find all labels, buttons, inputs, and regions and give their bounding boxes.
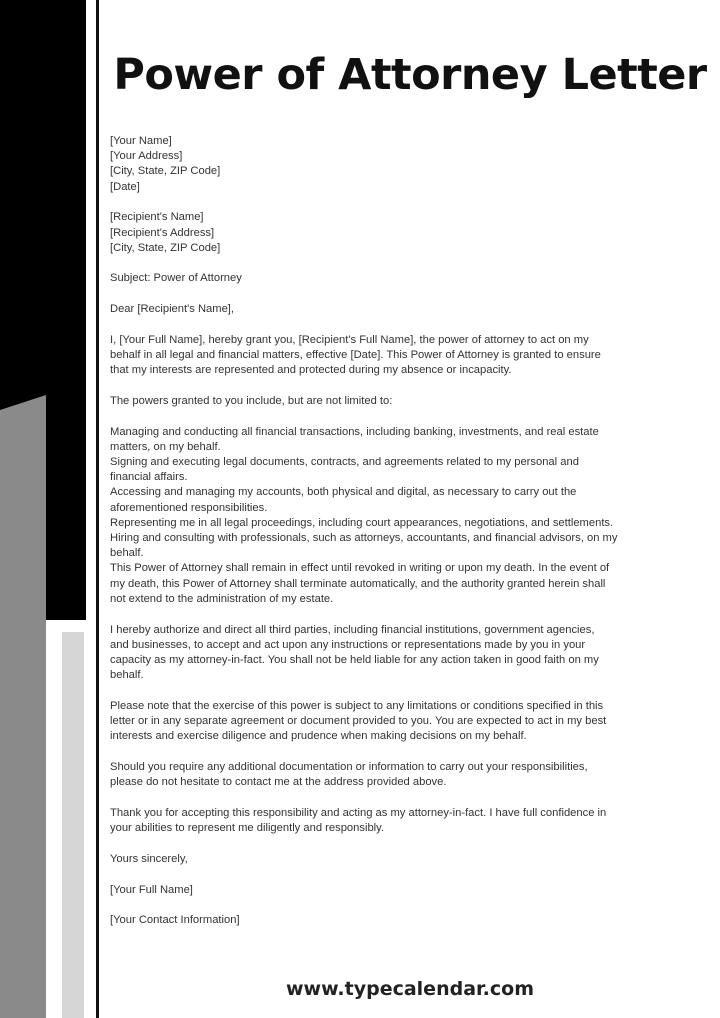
paragraph-grant xyxy=(110,333,700,379)
text-line: Representing me in all legal proceedings, including court appearances, negotiations, and settlements. xyxy=(110,516,614,529)
text-line: and businesses, to accept and act upon any instructions or representations made by you in your xyxy=(110,638,586,651)
text-line: This Power of Attorney shall remain in effect until revoked in writing or upon my death. In the event of xyxy=(110,562,610,575)
paragraph-limitations xyxy=(110,699,700,745)
sender-city: [City, State, ZIP Code] xyxy=(110,165,221,178)
signature-name: [Your Full Name] xyxy=(110,883,193,896)
text-line: behalf. xyxy=(110,547,144,560)
powers-intro: The powers granted to you include, but are not limited to: xyxy=(110,394,393,407)
text-line: Please note that the exercise of this power is subject to any limitations or conditions specified in this xyxy=(110,699,604,712)
text-line: interests and exercise diligence and prudence when making decisions on my behalf. xyxy=(110,730,527,743)
text-line: my death, this Power of Attorney shall terminate automatically, and the authority granted herein shall xyxy=(110,577,606,590)
sender-address: [Your Address] xyxy=(110,150,183,163)
decor-vertical-line xyxy=(96,0,99,1018)
paragraph-documentation xyxy=(110,760,700,790)
contact-information: [Your Contact Information] xyxy=(110,914,240,927)
text-line: I, [Your Full Name], hereby grant you, [Recipient's Full Name], the power of attorney to act on my xyxy=(110,333,589,346)
text-line: Signing and executing legal documents, contracts, and agreements related to my personal and xyxy=(110,456,579,469)
footer-website: www.typecalendar.com xyxy=(285,978,535,1000)
text-line: matters, on my behalf. xyxy=(110,440,221,453)
text-line: behalf in all legal and financial matters, effective [Date]. This Power of Attorney is granted to ensure xyxy=(110,349,601,362)
recipient-name: [Recipient's Name] xyxy=(110,211,204,224)
closing: Yours sincerely, xyxy=(110,852,188,865)
powers-list xyxy=(110,425,700,607)
text-line: aforementioned responsibilities. xyxy=(110,501,268,514)
text-line: behalf. xyxy=(110,669,144,682)
text-line: letter or in any separate agreement or document provided to you. You are expected to act in my best xyxy=(110,715,607,728)
paragraph-thanks xyxy=(110,806,700,836)
text-line: Managing and conducting all financial transactions, including banking, investments, and real estate xyxy=(110,425,599,438)
paragraph-authorization xyxy=(110,623,700,684)
recipient-city: [City, State, ZIP Code] xyxy=(110,241,221,254)
salutation: Dear [Recipient's Name], xyxy=(110,303,235,316)
text-line: financial affairs. xyxy=(110,471,188,484)
text-line: capacity as my attorney-in-fact. You shall not be held liable for any action taken in good faith on my xyxy=(110,653,599,666)
text-line: please do not hesitate to contact me at the address provided above. xyxy=(110,776,447,789)
text-line: Accessing and managing my accounts, both physical and digital, as necessary to carry out the xyxy=(110,486,577,499)
subject-line: Subject: Power of Attorney xyxy=(110,272,242,285)
sender-name: [Your Name] xyxy=(110,135,172,147)
text-line: that my interests are represented and protected during my absence or incapacity. xyxy=(110,364,512,377)
text-line: Thank you for accepting this responsibility and acting as my attorney-in-fact. I have full confidence in xyxy=(110,806,607,819)
document-title: Power of Attorney Letter xyxy=(113,50,707,100)
text-line: not extend to the administration of my estate. xyxy=(110,592,334,605)
recipient-address: [Recipient's Address] xyxy=(110,226,215,239)
text-line: your abilities to represent me diligently and responsibly. xyxy=(110,822,385,835)
text-line: I hereby authorize and direct all third parties, including financial institutions, government agencies, xyxy=(110,623,595,636)
text-line: Should you require any additional documentation or information to carry out your responsibilities, xyxy=(110,761,588,773)
text-line: Hiring and consulting with professionals, such as attorneys, accountants, and financial advisors, on my xyxy=(110,532,618,545)
sender-date: [Date] xyxy=(110,180,140,193)
decor-light-gray-bar xyxy=(62,632,84,1018)
letter-body xyxy=(110,134,700,928)
